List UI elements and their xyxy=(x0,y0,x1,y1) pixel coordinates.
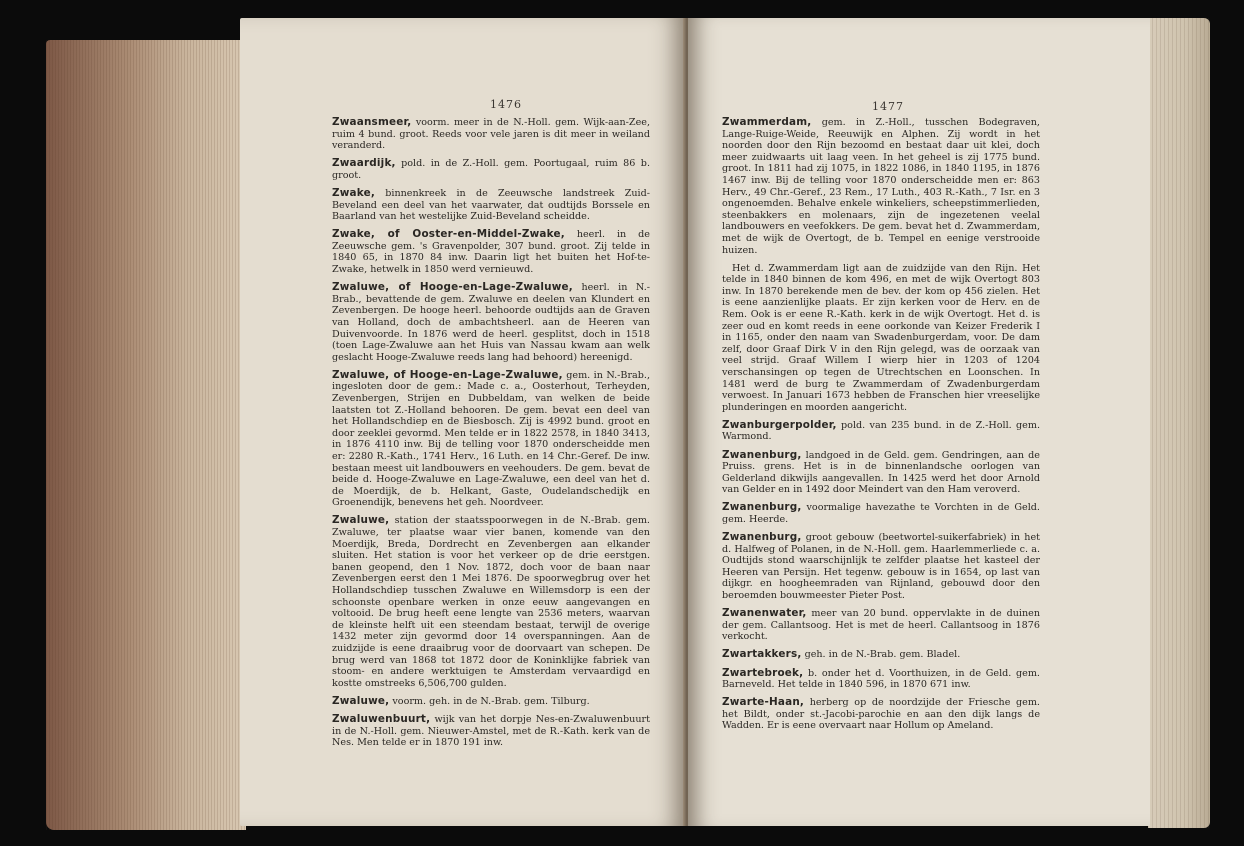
dictionary-entry xyxy=(722,697,1040,732)
dictionary-entry xyxy=(722,450,1040,496)
dictionary-entry xyxy=(332,696,650,708)
entry-text: station der staatsspoorwegen in de N.-Brab. gem. Zwaluwe, ter plaatse waar vier banen, komende van den Moerdijk, Breda, Dordrecht en Zevenbergen aan elkander sluiten. Het station is voor het verkeer op de drie eerstgen. banen geopend, den 1 Nov. 1872, doch voor de baan naar Zevenbergen eerst den 1 Mei 1876. De spoorwegbrug over het Hollandschdiep tusschen Zwaluwe en Willemsdorp is een der schoonste openbare werken in onze eeuw aangevangen en voltooid. De brug heeft eene lengte van 2536 meters, waarvan de kleinste helft uit een steendam bestaat, terwijl de overige 1432 meter zijn gevormd door 14 overspanningen. Aan de zuidzijde is eene draaibrug voor de doorvaart van schepen. De brug werd van 1868 tot 1872 door de Koninklijke fabriek van stoom- en andere werktuigen te Amsterdam vervaardigd en kostte omstreeks 6,506,700 gulden. xyxy=(332,515,650,689)
entry-text: geh. in de N.-Brab. gem. Bladel. xyxy=(804,649,961,661)
dictionary-entry xyxy=(722,608,1040,643)
dictionary-entry xyxy=(722,420,1040,443)
entry-headword: Zwake, of Ooster-en-Middel-Zwake, xyxy=(332,228,565,241)
entry-text: herberg op de noordzijde der Friesche gem. het Bildt, onder st.-Jacobi-parochie en aan den dijk langs de Wadden. Er is eene overvaart naar Hollum op Ameland. xyxy=(722,697,1040,732)
dictionary-entry xyxy=(722,502,1040,525)
book-edge-right xyxy=(1148,18,1210,828)
dictionary-entry xyxy=(332,515,650,689)
entry-text: wijk van het dorpje Nes-en-Zwaluwenbuurt in de N.-Holl. gem. Nieuwer-Amstel, met de R.-Kath. kerk van de Nes. Men telde er in 1870 191 inw. xyxy=(332,713,650,749)
entry-text: gem. in N.-Brab., ingesloten door de gem.: Made c. a., Oosterhout, Terheyden, Zevenbergen, Strijen en Dubbeldam, van welken de beide laatsten tot Z.-Holland behooren. De gem. bevat een deel van het Hollandschdiep en de Biesbosch. Zij is 4992 bund. groot en door zeeklei gevormd. Men telde er in 1822 2578, in 1840 3413, in 1876 4110 inw. Bij de telling voor 1870 onderscheidde men er: 2280 R.-Kath., 1741 Herv., 16 Luth. en 14 Chr.-Geref. De inw. bestaan meest uit landbouwers en veehouders. De gem. bevat de beide d. Hooge-Zwaluwe en Lage-Zwaluwe, een deel van het d. de Moerdijk, de b. Helkant, Gaste, Oudelandschedijk en Groenendijk, benevens het geh. Noordveer. xyxy=(332,369,650,509)
dictionary-entry xyxy=(332,370,650,509)
dictionary-entry xyxy=(332,188,650,223)
entry-headword: Zwartakkers, xyxy=(722,648,802,661)
entry-headword: Zwaluwe, of Hooge-en-Lage-Zwaluwe, xyxy=(332,281,573,294)
page-number: 1477 xyxy=(872,100,904,113)
right-page xyxy=(688,18,1150,826)
entry-headword: Zwartebroek, xyxy=(722,666,804,679)
entry-headword: Zwaluwenbuurt, xyxy=(332,712,431,725)
entry-headword: Zwaluwe, xyxy=(332,514,390,527)
entry-text: landgoed in de Geld. gem. Gendringen, aan de Pruiss. grens. Het is in de binnenlandsche oorlogen van Gelderland dikwijls aangevallen. In 1425 werd het door Arnold van Gelder en in 1492 door Meindert van den Ham veroverd. xyxy=(722,449,1040,496)
entry-text: binnenkreek in de Zeeuwsche landstreek Zuid-Beveland een deel van het vaarwater, dat oudtijds Borssele en Baarland van het westelijke Zuid-Beveland scheidde. xyxy=(332,187,650,223)
entry-text: b. onder het d. Voorthuizen, in de Geld. gem. Barneveld. Het telde in 1840 596, in 1870 671 inw. xyxy=(722,667,1040,691)
entry-text: voormalige havezathe te Vorchten in de Geld. gem. Heerde. xyxy=(722,502,1040,525)
dictionary-entry xyxy=(722,532,1040,602)
entry-headword: Zwaansmeer, xyxy=(332,116,412,128)
dictionary-entry xyxy=(332,117,650,152)
entry-text: gem. in Z.-Holl., tusschen Bodegraven, Lange-Ruige-Weide, Reeuwijk en Alphen. Zij wordt in het noorden door den Rijn bezoomd en bestaat daar uit klei, doch meer zuidwaarts uit laag veen. In het geheel is zij 1775 bund. groot. In 1811 had zij 1075, in 1822 1086, in 1840 1195, in 1876 1467 inw. Bij de telling voor 1870 onderscheidde men er: 863 Herv., 49 Chr.-Geref., 23 Rem., 17 Luth., 403 R.-Kath., 7 Isr. en 3 ongenoemden. Behalve enkele winkeliers, scheepstimmerlieden, steenbakkers en molenaars, zijn de ingezetenen veelal landbouwers en veefokkers. De gem. bevat het d. Zwammerdam, met de wijk de Overtogt, de b. Tempel en eenige verstrooide huizen. xyxy=(722,117,1040,256)
entry-headword: Zwammerdam, xyxy=(722,116,812,128)
entry-text: meer van 20 bund. oppervlakte in de duinen der gem. Callantsoog. Het is met de heerl. Callantsoog in 1876 verkocht. xyxy=(722,608,1040,643)
book-edge-left xyxy=(46,40,246,830)
dictionary-entry xyxy=(722,649,1040,661)
entry-headword: Zwaluwe, xyxy=(332,694,390,707)
entry-text: heerl. in de Zeeuwsche gem. 's Gravenpolder, 307 bund. groot. Zij telde in 1840 65, in 1870 84 inw. Daarin ligt het buiten het Hof-te-Zwake, hetwelk in 1850 werd vernieuwd. xyxy=(332,229,650,276)
entry-text: pold. in de Z.-Holl. gem. Poortugaal, ruim 86 b. groot. xyxy=(332,158,650,181)
dictionary-entry xyxy=(722,668,1040,691)
dictionary-entry xyxy=(332,158,650,181)
entry-headword: Zwanenburg, xyxy=(722,448,802,461)
text-column xyxy=(332,117,650,755)
entry-headword: Zwaardijk, xyxy=(332,157,396,170)
entry-headword: Zwarte-Haan, xyxy=(722,696,805,709)
entry-text: pold. van 235 bund. in de Z.-Holl. gem. Warmond. xyxy=(722,419,1040,443)
dictionary-entry-continuation xyxy=(722,263,1040,414)
entry-text: voorm. geh. in de N.-Brab. gem. Tilburg. xyxy=(392,695,590,707)
entry-text: groot gebouw (beetwortel-suikerfabriek) in het d. Halfweg of Polanen, in de N.-Holl. gem. Haarlemmerliede c. a. Oudtijds stond waarschijnlijk te zelfder plaatse het kasteel der Heeren van Persijn. Het tegenw. gebouw is in 1654, op last van dijkgr. en hoogheemraden van Rijnland, gebouwd door den beroemden bouwmeester Pieter Post. xyxy=(722,532,1040,602)
entry-headword: Zwanenburg, xyxy=(722,501,802,514)
entry-text: voorm. meer in de N.-Holl. gem. Wijk-aan-Zee, ruim 4 bund. groot. Reeds voor vele jaren is dit meer in weiland veranderd. xyxy=(332,117,650,152)
left-page xyxy=(240,18,686,826)
text-column xyxy=(722,117,1040,739)
entry-headword: Zwanenburg, xyxy=(722,531,802,544)
entry-headword: Zwanenwater, xyxy=(722,607,807,620)
dictionary-entry xyxy=(722,117,1040,256)
entry-headword: Zwanburgerpolder, xyxy=(722,418,837,431)
entry-headword: Zwake, xyxy=(332,186,375,199)
entry-headword: Zwaluwe, of Hooge-en-Lage-Zwaluwe, xyxy=(332,368,563,381)
page-number: 1476 xyxy=(490,98,522,111)
entry-text: heerl. in N.-Brab., bevattende de gem. Zwaluwe en deelen van Klundert en Zevenbergen. De hooge heerl. behoorde oudtijds aan de Graven van Holland, doch de ambachtsheerl. aan de Heeren van Duivenvoorde. In 1876 werd de heerl. gesplitst, doch in 1518 (toen Lage-Zwaluwe aan het Huis van Nassau kwam aan welk geslacht Hooge-Zwaluwe reeds lang had behoord) hereenigd. xyxy=(332,282,651,363)
entry-text: Het d. Zwammerdam ligt aan de zuidzijde van den Rijn. Het telde in 1840 binnen de kom 496, en met de wijk Overtogt 803 inw. In 1870 berekende men de bev. der kom op 456 zielen. Het is eene aanzienlijke plaats. Er zijn kerken voor de Herv. en de Rem. Ook is er eene R.-Kath. kerk in de wijk Overtogt. Het d. is zeer oud en komt reeds in eene oorkonde van Keizer Frederik I in 1165, onder den naam van Swadenburgerdam, voor. De dam zelf, door Graaf Dirk V in den Rijn gelegd, was de oorzaak van veel strijd. Graaf Willem I wierp hier in 1203 of 1204 verschansingen op tegen de Utrechtschen en Loonschen. In 1481 werd de burg te Zwammerdam of Zwadenburgerdam verwoest. In Januari 1673 hebben de Franschen hier vreeselijke plunderingen en moorden aangericht. xyxy=(722,262,1040,413)
dictionary-entry xyxy=(332,714,650,749)
dictionary-entry xyxy=(332,229,650,275)
dictionary-entry xyxy=(332,282,650,363)
